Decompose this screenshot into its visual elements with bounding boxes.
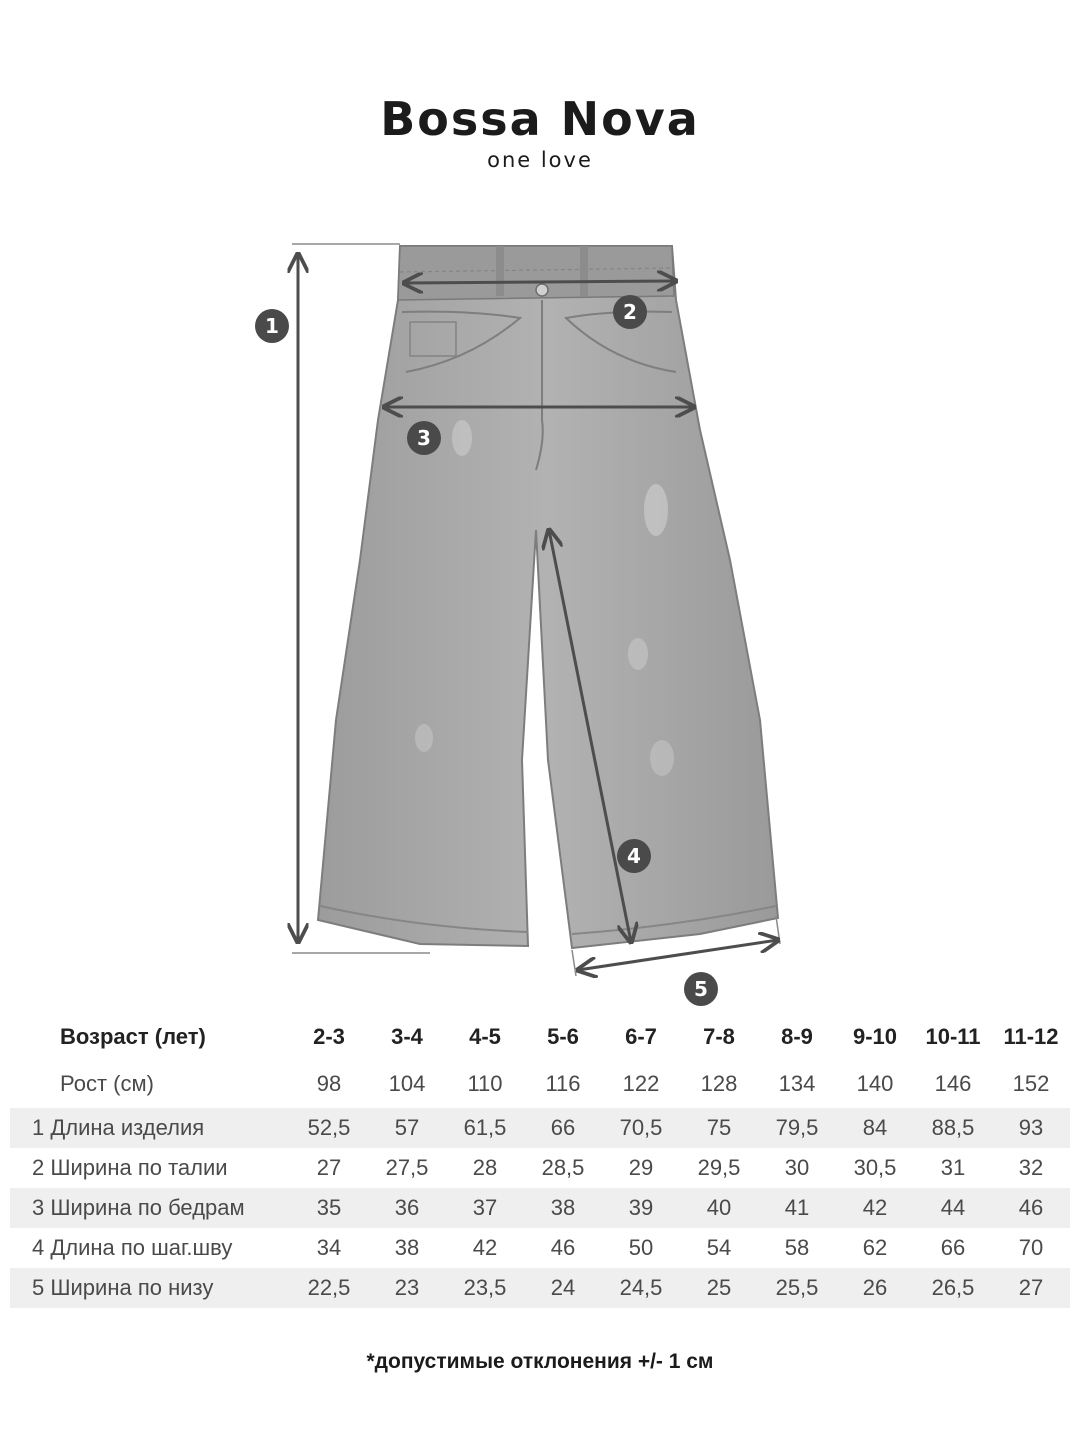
value-cell: 40 xyxy=(680,1188,758,1228)
value-cell: 62 xyxy=(862,1235,888,1260)
height-cell: 128 xyxy=(700,1071,738,1096)
value-cell: 38 xyxy=(524,1188,602,1228)
tolerance-note: *допустимые отклонения +/- 1 см xyxy=(366,1350,714,1373)
value-cell: 66 xyxy=(524,1108,602,1148)
height-cell: 146 xyxy=(934,1071,972,1096)
age-cell: 9-10 xyxy=(852,1024,898,1049)
value-cell: 41 xyxy=(758,1188,836,1228)
age-cell: 8-9 xyxy=(781,1024,813,1049)
measurement-row-waist xyxy=(10,1148,1070,1188)
row-label: 3 Ширина по бедрам xyxy=(10,1188,290,1228)
value-cell: 37 xyxy=(446,1188,524,1228)
marker-3 xyxy=(407,421,441,455)
age-cell: 5-6 xyxy=(547,1024,579,1049)
row-label: 1 Длина изделия xyxy=(10,1108,290,1148)
value-cell: 58 xyxy=(784,1235,810,1260)
value-cell: 26 xyxy=(836,1268,914,1308)
value-cell: 38 xyxy=(394,1235,420,1260)
value-cell: 70 xyxy=(1018,1235,1044,1260)
row-label: 2 Ширина по талии xyxy=(32,1155,228,1180)
value-cell: 29,5 xyxy=(697,1155,741,1180)
age-header-label: Возраст (лет) xyxy=(60,1024,206,1049)
svg-text:1: 1 xyxy=(265,314,279,338)
value-cell: 31 xyxy=(940,1155,966,1180)
value-cell: 70,5 xyxy=(602,1108,680,1148)
height-label: Рост (см) xyxy=(60,1071,154,1096)
value-cell: 29 xyxy=(628,1155,654,1180)
value-cell: 84 xyxy=(836,1108,914,1148)
value-cell: 93 xyxy=(992,1108,1070,1148)
value-cell: 27,5 xyxy=(385,1155,429,1180)
value-cell: 42 xyxy=(472,1235,498,1260)
value-cell: 24,5 xyxy=(602,1268,680,1308)
height-row xyxy=(10,1060,1070,1108)
value-cell: 24 xyxy=(524,1268,602,1308)
height-cell: 152 xyxy=(1012,1071,1050,1096)
value-cell: 22,5 xyxy=(290,1268,368,1308)
value-cell: 26,5 xyxy=(914,1268,992,1308)
height-cell: 140 xyxy=(856,1071,894,1096)
value-cell: 46 xyxy=(992,1188,1070,1228)
age-cell: 2-3 xyxy=(313,1024,345,1049)
value-cell: 88,5 xyxy=(914,1108,992,1148)
value-cell: 66 xyxy=(940,1235,966,1260)
row-label: 5 Ширина по низу xyxy=(10,1268,290,1308)
height-cell: 116 xyxy=(545,1071,581,1096)
value-cell: 35 xyxy=(290,1188,368,1228)
height-cell: 98 xyxy=(316,1071,342,1096)
value-cell: 25 xyxy=(680,1268,758,1308)
marker-5 xyxy=(684,972,718,1006)
value-cell: 46 xyxy=(550,1235,576,1260)
value-cell: 25,5 xyxy=(758,1268,836,1308)
svg-text:5: 5 xyxy=(694,977,708,1001)
height-cell: 122 xyxy=(622,1071,660,1096)
value-cell: 39 xyxy=(602,1188,680,1228)
height-cell: 134 xyxy=(778,1071,816,1096)
measurement-row-hem xyxy=(10,1268,1070,1308)
measurement-row-length xyxy=(10,1108,1070,1148)
value-cell: 30,5 xyxy=(853,1155,897,1180)
value-cell: 44 xyxy=(914,1188,992,1228)
row-label: 4 Длина по шаг.шву xyxy=(32,1235,233,1260)
value-cell: 42 xyxy=(836,1188,914,1228)
svg-text:2: 2 xyxy=(623,300,637,324)
age-cell: 11-12 xyxy=(1003,1024,1059,1049)
marker-2 xyxy=(613,295,647,329)
value-cell: 27 xyxy=(316,1155,342,1180)
marker-1 xyxy=(255,309,289,343)
jeans-shape xyxy=(318,246,778,948)
value-cell: 23 xyxy=(368,1268,446,1308)
value-cell: 52,5 xyxy=(290,1108,368,1148)
value-cell: 28 xyxy=(472,1155,498,1180)
height-cell: 104 xyxy=(388,1071,426,1096)
value-cell: 30 xyxy=(784,1155,810,1180)
value-cell: 61,5 xyxy=(446,1108,524,1148)
age-cell: 10-11 xyxy=(925,1024,981,1049)
age-cell: 3-4 xyxy=(391,1024,423,1049)
value-cell: 36 xyxy=(368,1188,446,1228)
value-cell: 79,5 xyxy=(758,1108,836,1148)
value-cell: 57 xyxy=(368,1108,446,1148)
age-cell: 4-5 xyxy=(469,1024,501,1049)
arrow-waist xyxy=(404,281,676,283)
size-table xyxy=(10,1014,1070,1308)
svg-text:3: 3 xyxy=(417,426,431,450)
svg-text:4: 4 xyxy=(627,844,641,868)
value-cell: 23,5 xyxy=(446,1268,524,1308)
value-cell: 50 xyxy=(628,1235,654,1260)
value-cell: 34 xyxy=(316,1235,342,1260)
value-cell: 54 xyxy=(706,1235,732,1260)
age-cell: 6-7 xyxy=(625,1024,657,1049)
jeans-measurement-figure xyxy=(0,230,1080,1010)
brand-tagline: one love xyxy=(487,148,593,172)
marker-4 xyxy=(617,839,651,873)
jeans-button xyxy=(536,284,548,296)
value-cell: 75 xyxy=(680,1108,758,1148)
measurement-row-hips xyxy=(10,1188,1070,1228)
jeans-illustration xyxy=(0,230,1080,1010)
height-cell: 110 xyxy=(467,1071,503,1096)
value-cell: 32 xyxy=(1018,1155,1044,1180)
value-cell: 27 xyxy=(992,1268,1070,1308)
value-cell: 28,5 xyxy=(541,1155,585,1180)
age-header-row xyxy=(10,1014,1070,1060)
measurement-row-inseam xyxy=(10,1228,1070,1268)
age-cell: 7-8 xyxy=(703,1024,735,1049)
brand-logo: Bossa Nova xyxy=(380,92,700,146)
